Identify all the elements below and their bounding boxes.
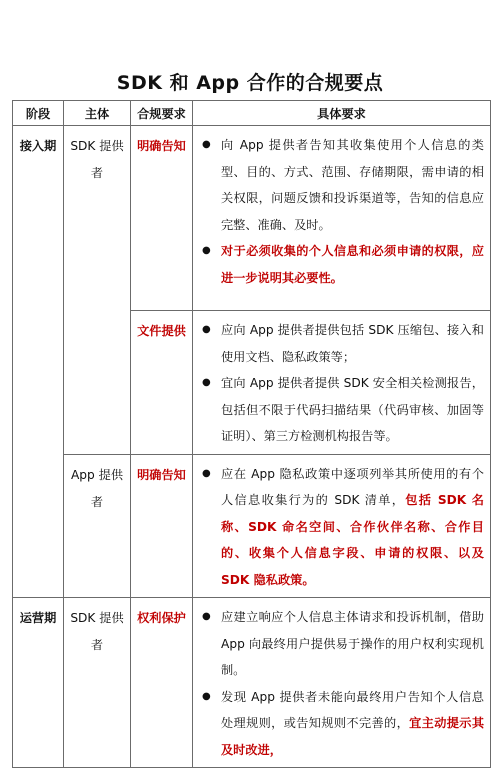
list-item xyxy=(197,604,484,684)
subject-label: SDK 提供者 xyxy=(70,139,124,180)
compliance-table xyxy=(12,100,491,768)
bullet-icon: ● xyxy=(202,611,211,622)
detail-cell xyxy=(193,126,491,311)
subject-cell-sdk-provider xyxy=(64,126,131,455)
stage-cell-access: 接入期 xyxy=(13,126,64,598)
bullet-icon: ● xyxy=(202,467,211,479)
requirement-cell: 文件提供 xyxy=(131,311,193,455)
requirement-cell: 权利保护 xyxy=(131,598,193,768)
item-emphasis: 宜主动提示其及时改进， xyxy=(221,716,484,757)
item-emphasis: 对于必须收集的个人信息和必须申请的权限，应进一步说明其必要性。 xyxy=(221,244,484,285)
header-subject: 主体 xyxy=(64,101,131,126)
item-emphasis: 包括 SDK 名称、SDK 命名空间、合作伙伴名称、合作目的、收集个人信息字段、申请的权限、以及 SDK 隐私政策。 xyxy=(221,493,484,587)
table-row xyxy=(13,126,491,311)
requirement-cell: 明确告知 xyxy=(131,126,193,311)
subject-label: SDK 提供者 xyxy=(70,611,124,652)
item-text: 发现 App 提供者未能向最终用户告知个人信息处理规则，或告知规则不完善的， xyxy=(221,689,484,730)
table-row xyxy=(13,454,491,598)
item-text: 向 App 提供者告知其收集使用个人信息的类型、目的、方式、范围、存储期限，需申请的相关权限，问题反馈和投诉渠道等，告知的信息应完整、准确、及时。 xyxy=(221,138,484,232)
detail-cell xyxy=(193,311,491,455)
document-title: SDK 和 App 合作的合规要点 xyxy=(116,72,384,94)
bullet-icon: ● xyxy=(202,377,211,388)
header-requirement: 合规要求 xyxy=(131,101,193,126)
table-header-row xyxy=(13,101,491,126)
subject-cell-sdk-provider xyxy=(64,598,131,768)
detail-cell xyxy=(193,598,491,768)
list-item xyxy=(197,132,484,238)
list-item xyxy=(197,461,484,594)
list-item xyxy=(197,370,484,450)
table-row xyxy=(13,598,491,768)
bullet-icon: ● xyxy=(202,245,211,256)
subject-label: App 提供者 xyxy=(70,467,124,509)
item-text: 宜向 App 提供者提供 SDK 安全相关检测报告，包括但不限于代码扫描结果（代码审核、加固等证明）、第三方检测机构报告等。 xyxy=(221,376,484,443)
list-item xyxy=(197,684,484,764)
item-text: 应向 App 提供者提供包括 SDK 压缩包、接入和使用文档、隐私政策等； xyxy=(221,323,484,364)
detail-cell xyxy=(193,454,491,598)
bullet-icon: ● xyxy=(202,690,211,702)
item-text: 应建立响应个人信息主体请求和投诉机制，借助 App 向最终用户提供易于操作的用户权利实现机制。 xyxy=(221,610,484,677)
bullet-icon: ● xyxy=(202,139,211,150)
header-stage: 阶段 xyxy=(13,101,64,126)
requirement-cell: 明确告知 xyxy=(131,454,193,598)
bullet-icon: ● xyxy=(202,324,211,335)
subject-cell-app-provider xyxy=(64,454,131,598)
header-detail: 具体要求 xyxy=(193,101,491,126)
list-item xyxy=(197,238,484,291)
list-item xyxy=(197,317,484,370)
item-text: 应在 App 隐私政策中逐项列举其所使用的有个人信息收集行为的 SDK 清单， xyxy=(221,466,484,507)
stage-cell-operation: 运营期 xyxy=(13,598,64,768)
